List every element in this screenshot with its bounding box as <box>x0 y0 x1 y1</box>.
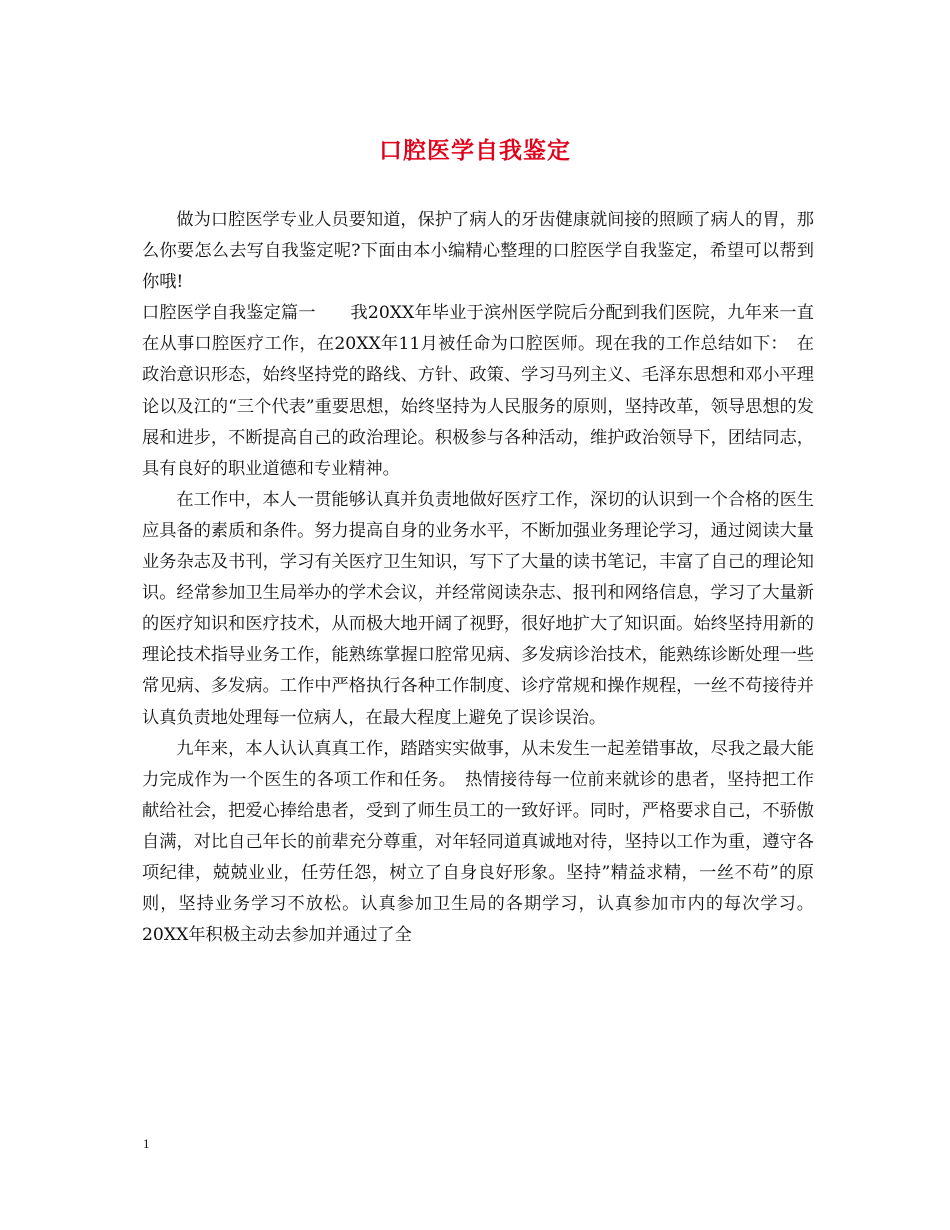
intro-paragraph: 做为口腔医学专业人员要知道，保护了病人的牙齿健康就间接的照顾了病人的胃，那么你要怎么去写自我鉴定呢?下面由本小编精心整理的口腔医学自我鉴定，希望可以帮到你哦! <box>142 210 814 293</box>
page-number: 1 <box>143 1136 150 1151</box>
work-paragraph: 在工作中，本人一贯能够认真并负责地做好医疗工作，深切的认识到一个合格的医生应具备的素质和条件。努力提高自身的业务水平，不断加强业务理论学习，通过阅读大量业务杂志及书刊，学习有关医疗卫生知识，写下了大量的读书笔记，丰富了自己的理论知识。经常参加卫生局举办的学术会议，并经常阅读杂志、报刊和网络信息，学习了大量新的医疗知识和医疗技术，从而极大地开阔了视野，很好地扩大了知识面。始终坚持用新的理论技术指导业务工作，能熟练掌握口腔常见病、多发病诊治技术，能熟练诊断处理一些常见病、多发病。工作中严格执行各种工作制度、诊疗常规和操作规程，一丝不苟接待并认真负责地处理每一位病人，在最大程度上避免了误诊误治。 <box>142 489 814 728</box>
nine-years-paragraph: 九年来，本人认认真真工作，踏踏实实做事，从未发生一起差错事故，尽我之最大能力完成作为一个医生的各项工作和任务。 热情接待每一位前来就诊的患者，坚持把工作献给社会，把爱心捧给患者，受到了师生员工的一致好评。同时，严格要求自己，不骄傲自满，对比自己年长的前辈充分尊重，对年轻同道真诚地对待，坚持以工作为重，遵守各项纪律，兢兢业业，任劳任怨，树立了自身良好形象。坚持”精益求精，一丝不苟”的原则，坚持业务学习不放松。认真参加卫生局的各期学习，认真参加市内的每次学习。20XX年积极主动去参加并通过了全 <box>142 738 814 946</box>
document-title: 口腔医学自我鉴定 <box>379 137 571 164</box>
section-one-paragraph: 口腔医学自我鉴定篇一 我20XX年毕业于滨州医学院后分配到我们医院，九年来一直在从事口腔医疗工作，在20XX年11月被任命为口腔医师。现在我的工作总结如下： 在政治意识形态，始终坚持党的路线、方针、政策、学习马列主义、毛泽东思想和邓小平理论以及江的“三个代表”重要思想，始终坚持为人民服务的原则，坚持改革，领导思想的发展和进步，不断提高自己的政治理论。积极参与各种活动，维护政治领导下，团结同志，具有良好的职业道德和专业精神。 <box>142 303 814 479</box>
document-body <box>142 205 814 951</box>
